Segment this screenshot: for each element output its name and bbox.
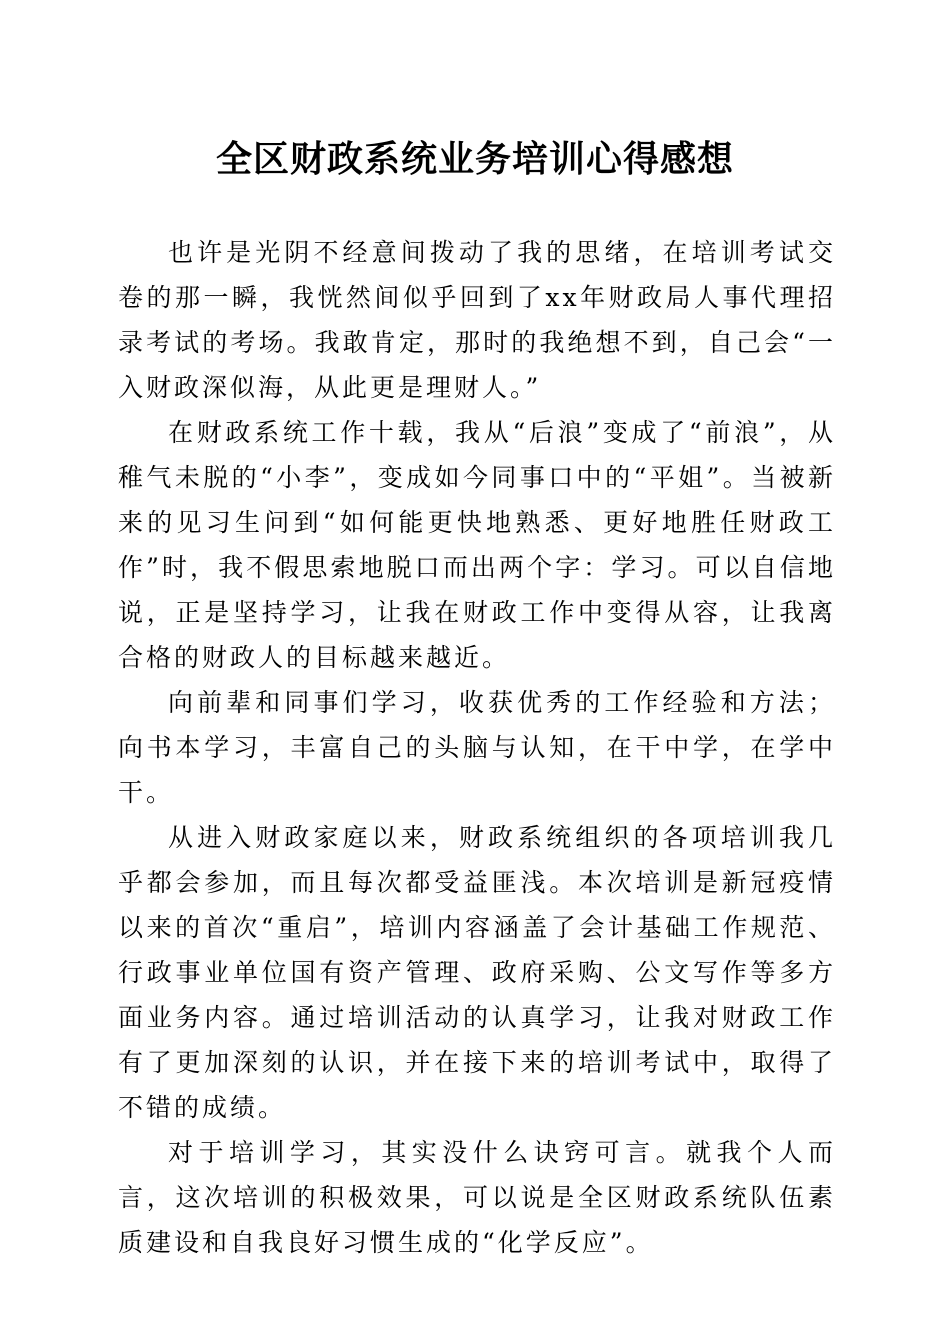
- document-body: [118, 230, 836, 1265]
- paragraph-3: 向前辈和同事们学习，收获优秀的工作经验和方法；向书本学习，丰富自己的头脑与认知，在干中学，在学中干。: [118, 688, 836, 807]
- paragraph-2: 在财政系统工作十载，我从“后浪”变成了“前浪”，从稚气未脱的“小李”，变成如今同事口中的“平姐”。当被新来的见习生问到“如何能更快地熟悉、更好地胜任财政工作”时，我不假思索地脱口而出两个字：学习。可以自信地说，正是坚持学习，让我在财政工作中变得从容，让我离合格的财政人的目标越来越近。: [118, 418, 836, 672]
- paragraph-4: 从进入财政家庭以来，财政系统组织的各项培训我几乎都会参加，而且每次都受益匪浅。本次培训是新冠疫情以来的首次“重启”，培训内容涵盖了会计基础工作规范、行政事业单位国有资产管理、政府采购、公文写作等多方面业务内容。通过培训活动的认真学习，让我对财政工作有了更加深刻的认识，并在接下来的培训考试中，取得了不错的成绩。: [118, 823, 836, 1122]
- paragraph-1: 也许是光阴不经意间拨动了我的思绪，在培训考试交卷的那一瞬，我恍然间似乎回到了xx年财政局人事代理招录考试的考场。我敢肯定，那时的我绝想不到，自己会“一入财政深似海，从此更是理财人。”: [118, 238, 836, 402]
- document-title: 全区财政系统业务培训心得感想: [215, 138, 734, 180]
- paragraph-5: 对于培训学习，其实没什么诀窍可言。就我个人而言，这次培训的积极效果，可以说是全区财政系统队伍素质建设和自我良好习惯生成的“化学反应”。: [118, 1138, 836, 1257]
